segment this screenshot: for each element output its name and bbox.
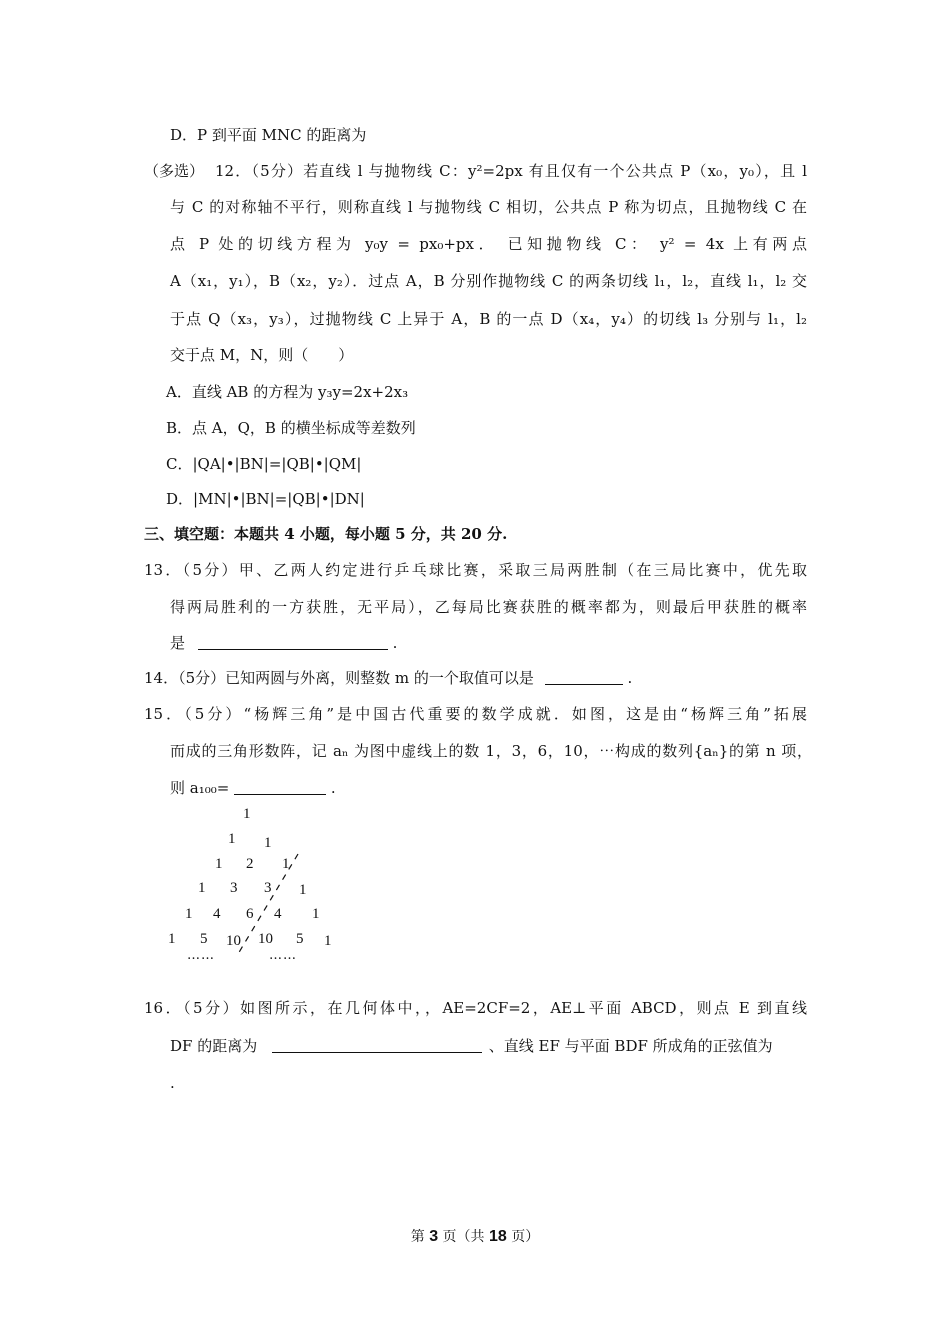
q11-option-d: D．P 到平面 MNC 的距离为: [170, 126, 367, 144]
q14-prefix: 14．（5分）已知两圆与外离，则整数 m 的一个取值可以是: [144, 669, 534, 687]
q12-line-3: 点 P 处的切线方程为 y₀y = px₀+px． 已知抛物线 C： y² = 4x 上有两点: [170, 235, 807, 253]
tri-r4-c2: 6: [246, 906, 254, 922]
q16-answer-blank-1[interactable]: [272, 1038, 482, 1053]
q15-answer-blank[interactable]: [234, 780, 326, 795]
section-heading: 三、填空题：本题共 4 小题，每小题 5 分，共 20 分.: [144, 525, 508, 543]
footer-suffix: 页）: [511, 1229, 540, 1245]
q14-answer-blank[interactable]: [545, 670, 623, 685]
q13-line-1: 13．（5分）甲、乙两人约定进行乒乓球比赛，采取三局两胜制（在三局比赛中，优先取: [144, 561, 807, 579]
q12-tag: （多选）: [144, 162, 205, 180]
q13-prefix: 是: [170, 634, 186, 652]
tri-r4-c1: 4: [213, 906, 221, 922]
tri-r1-c0: 1: [228, 831, 236, 847]
tri-r4-c3: 4: [274, 906, 282, 922]
tri-r2-c0: 1: [215, 856, 223, 872]
tri-r5-c5: 1: [324, 933, 332, 949]
q13-suffix: .: [392, 634, 398, 652]
q12-option-b: B．点 A，Q，B 的横坐标成等差数列: [166, 419, 416, 437]
tri-r0-c0: 1: [243, 806, 251, 822]
q16-line-1: 16．（5分）如图所示，在几何体中，，AE=2CF=2，AE⊥平面 ABCD，则点 E 到直线: [144, 999, 807, 1017]
q12-option-a: A．直线 AB 的方程为 y₃y=2x+2x₃: [166, 383, 409, 401]
tri-r5-c1: 5: [200, 931, 208, 947]
tri-r5-c4: 5: [296, 931, 304, 947]
q16-suffix: 、直线 EF 与平面 BDF 所成角的正弦值为: [488, 1037, 773, 1055]
tri-r3-c2: 3: [264, 880, 272, 896]
q13-answer-blank[interactable]: [198, 635, 388, 650]
q12-line-5: 于点 Q（x₃，y₃），过抛物线 C 上异于 A，B 的一点 D（x₄，y₄）的切线 l₃ 分别与 l₁，l₂: [170, 310, 807, 328]
q15-prefix: 则 a₁₀₀=: [170, 779, 230, 797]
tri-r4-c4: 1: [312, 906, 320, 922]
tri-r1-c1: 1: [264, 835, 272, 851]
footer-page-number: 3: [429, 1228, 439, 1245]
tri-r3-c3: 1: [299, 882, 307, 898]
tri-r3-c0: 1: [198, 880, 206, 896]
q14-line: [144, 668, 632, 688]
q12-line-4: A（x₁，y₁），B（x₂，y₂）．过点 A，B 分别作抛物线 C 的两条切线 l₁，l₂，直线 l₁，l₂ 交: [170, 272, 807, 290]
tri-r3-c1: 3: [230, 880, 238, 896]
tri-r5-c2: 10: [226, 933, 241, 949]
q15-line-1: 15．（5分）“杨辉三角”是中国古代重要的数学成就．如图，这是由“杨辉三角”拓展: [144, 705, 807, 723]
footer-total-pages: 18: [489, 1228, 507, 1245]
tri-r5-c0: 1: [168, 931, 176, 947]
tri-r5-c3: 10: [258, 931, 273, 947]
q15-suffix: .: [330, 779, 336, 797]
q12-line-1: 12．（5分）若直线 l 与抛物线 C：y²=2px 有且仅有一个公共点 P（x₀，y₀），且 l: [215, 162, 807, 180]
q13-line-3: [170, 633, 397, 653]
q16-line-3: .: [170, 1074, 175, 1092]
q15-line-2: 而成的三角形数阵，记 aₙ 为图中虚线上的数 1，3，6，10，⋯构成的数列{aₙ}的第 n 项，: [170, 742, 812, 760]
tri-r2-c2: 1: [282, 856, 290, 872]
q12-line-6: 交于点 M，N，则（ ）: [170, 346, 354, 364]
q12-line-2: 与 C 的对称轴不平行，则称直线 l 与抛物线 C 相切，公共点 P 称为切点，且抛物线 C 在: [170, 198, 807, 216]
yang-hui-triangle-figure: [160, 802, 360, 972]
q16-prefix: DF 的距离为: [170, 1037, 258, 1055]
q16-line-2: [170, 1036, 773, 1056]
tri-ellipsis-right: ……: [269, 948, 297, 963]
footer-middle: 页（共: [442, 1229, 485, 1245]
q13-line-2: 得两局胜利的一方获胜，无平局），乙每局比赛获胜的概率都为，则最后甲获胜的概率: [170, 598, 807, 616]
tri-ellipsis-left: ……: [187, 948, 215, 963]
q12-option-c: C．|QA|•|BN|=|QB|•|QM|: [166, 455, 362, 473]
q15-line-3: [170, 778, 336, 798]
footer-prefix: 第: [410, 1229, 425, 1245]
page-footer: [0, 1226, 950, 1246]
tri-r4-c0: 1: [185, 906, 193, 922]
q12-option-d: D．|MN|•|BN|=|QB|•|DN|: [166, 490, 365, 508]
tri-r2-c1: 2: [246, 856, 254, 872]
q14-suffix: .: [627, 669, 633, 687]
